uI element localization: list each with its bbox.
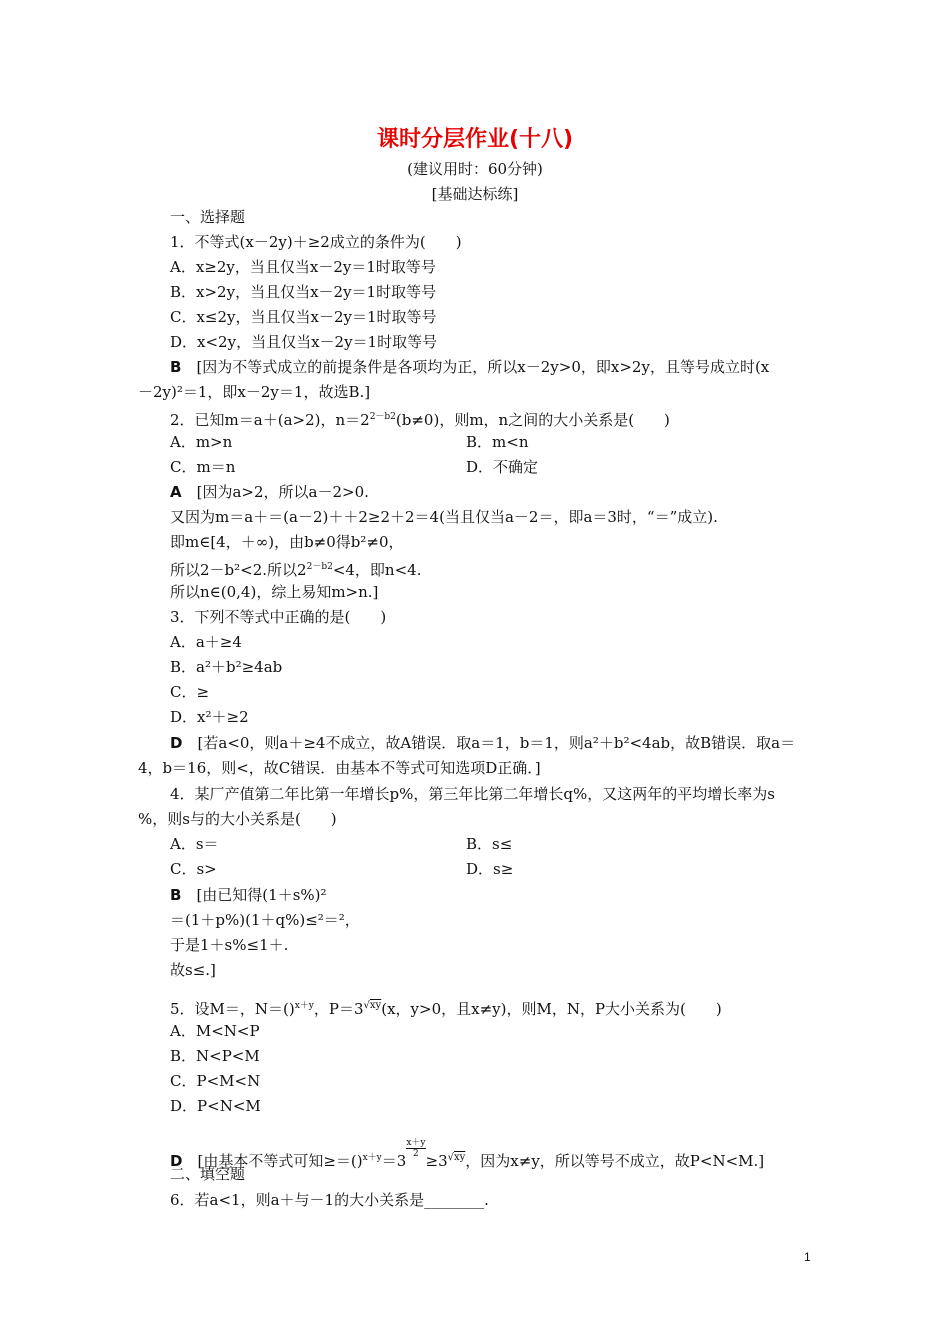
q2-option-b: B．m<n	[466, 433, 529, 451]
q4-option-d: D．s≥	[466, 860, 514, 878]
q3-solution-line2: 4，b＝16，则<，故C错误．由基本不等式可知选项D正确．]	[138, 759, 541, 777]
q4-option-a: A．s＝	[170, 835, 219, 853]
q2-solution-line3: 即m∈[4，＋∞)，由b≠0得b²≠0，	[170, 533, 404, 551]
q4-solution-text: [由已知得(1＋s%)²	[196, 886, 327, 904]
q3-option-d: D．x²＋≥2	[170, 708, 249, 726]
q2-solution-line2: 又因为m＝a＋＝(a－2)＋＋2≥2＋2＝4(当且仅当a－2＝，即a＝3时，“＝”成立).	[170, 508, 718, 526]
page-number: 1	[804, 1250, 811, 1264]
q5-solution-part3: ≥3	[425, 1152, 448, 1170]
q5-option-a: A．M<N<P	[170, 1022, 260, 1040]
q4-solution-line1	[170, 885, 327, 905]
q1-solution-line2: －2y)²＝1，即x－2y＝1，故选B.]	[138, 383, 371, 401]
q5-stem-sqrt-arg: xy	[369, 1000, 382, 1011]
q5-option-d: D．P<N<M	[170, 1097, 261, 1115]
q5-stem-part1: 5．设M＝，N＝()	[170, 1000, 295, 1018]
q2-answer: A	[170, 483, 182, 501]
q3-stem: 3．下列不等式中正确的是( )	[170, 608, 387, 626]
q4-solution-line3: 于是1＋s%≤1＋.	[170, 936, 289, 954]
q5-solution	[170, 1138, 764, 1171]
q4-solution-line2: ＝(1＋p%)(1＋q%)≤²＝²，	[170, 911, 360, 929]
q5-fraction-denominator: 2	[413, 1149, 419, 1159]
q2-solution-line5: 所以n∈(0,4)，综上易知m>n.]	[170, 583, 379, 601]
q1-option-c: C．x≤2y，当且仅当x－2y＝1时取等号	[170, 308, 437, 326]
q5-solution-part1: [由基本不等式可知≥＝()	[197, 1152, 363, 1170]
q2-option-a: A．m>n	[170, 433, 233, 451]
q5-solution-sqrt: √xy	[447, 1152, 466, 1163]
q1-solution-line1	[170, 357, 769, 377]
page-title: 课时分层作业(十八)	[376, 127, 574, 152]
q3-option-a: A．a＋≥4	[170, 633, 242, 651]
q5-stem-part2: ，P＝3	[313, 1000, 364, 1018]
q3-solution-line1	[170, 733, 795, 753]
q5-stem-exponent: x＋y	[294, 1001, 314, 1011]
q5-answer: D	[170, 1152, 183, 1170]
q4-stem-line2: %，则s与的大小关系是( )	[138, 810, 337, 828]
q5-fraction-numerator: x＋y	[406, 1138, 426, 1148]
q2-option-d: D．不确定	[466, 458, 539, 476]
section-heading-choice: 一、选择题	[170, 208, 246, 226]
q6-stem: 6．若a<1，则a＋与－1的大小关系是________.	[170, 1191, 489, 1209]
q5-solution-part2: ＝3	[381, 1152, 407, 1170]
q5-stem-sqrt: √xy	[363, 1000, 382, 1011]
q1-solution-text: [因为不等式成立的前提条件是各项均为正，所以x－2y>0，即x>2y，且等号成立时(x	[196, 358, 770, 376]
q4-stem-line1: 4．某厂产值第二年比第一年增长p%，第三年比第二年增长q%，又这两年的平均增长率为s	[170, 785, 775, 803]
q5-stem	[170, 996, 722, 1019]
q5-solution-sqrt-arg: xy	[454, 1152, 466, 1163]
q3-answer: D	[170, 734, 183, 752]
q5-solution-part4: ，因为x≠y，所以等号不成立，故P<N<M.]	[465, 1152, 765, 1170]
q1-option-b: B．x>2y，当且仅当x－2y＝1时取等号	[170, 283, 437, 301]
q3-solution-text: [若a<0，则a＋≥4不成立，故A错误．取a＝1，b＝1，则a²＋b²<4ab，故B错误．取a＝	[197, 734, 796, 752]
q1-option-a: A．x≥2y，当且仅当x－2y＝1时取等号	[170, 258, 436, 276]
q2-solution-line4-part1: 所以2－b²<2.所以2	[170, 561, 307, 579]
q2-solution-line4-part2: <4，即n<4.	[332, 561, 422, 579]
q5-stem-part3: (x，y>0，且x≠y)，则M，N，P大小关系为( )	[381, 1000, 722, 1018]
q5-solution-fraction	[406, 1138, 425, 1159]
q4-solution-line4: 故s≤.]	[170, 961, 216, 979]
section-tag: [基础达标练]	[431, 185, 519, 203]
q2-stem-exponent: 2－b2	[369, 412, 396, 422]
q2-solution-line4	[170, 557, 421, 580]
q2-solution-text: [因为a>2，所以a－2>0.	[196, 483, 369, 501]
q2-stem-part1: 2．已知m＝a＋(a>2)，n＝2	[170, 411, 370, 429]
q3-option-c: C．≥	[170, 683, 210, 701]
subtitle: (建议用时：60分钟)	[407, 160, 543, 178]
section-heading-fill: 二、填空题	[170, 1165, 246, 1183]
q5-option-c: C．P<M<N	[170, 1072, 261, 1090]
q5-option-b: B．N<P<M	[170, 1047, 260, 1065]
q1-option-d: D．x<2y，当且仅当x－2y＝1时取等号	[170, 333, 438, 351]
q4-option-c: C．s>	[170, 860, 217, 878]
q2-option-c: C．m＝n	[170, 458, 236, 476]
q4-answer: B	[170, 886, 182, 904]
q1-stem: 1．不等式(x－2y)＋≥2成立的条件为( )	[170, 233, 462, 251]
q2-solution-exponent: 2－b2	[306, 562, 333, 572]
q2-stem-part2: (b≠0)，则m，n之间的大小关系是( )	[395, 411, 670, 429]
q2-solution-line1	[170, 482, 369, 502]
q1-answer: B	[170, 358, 182, 376]
q5-solution-exponent: x＋y	[362, 1153, 382, 1163]
q3-option-b: B．a²＋b²≥4ab	[170, 658, 283, 676]
q2-stem	[170, 407, 670, 430]
q4-option-b: B．s≤	[466, 835, 513, 853]
